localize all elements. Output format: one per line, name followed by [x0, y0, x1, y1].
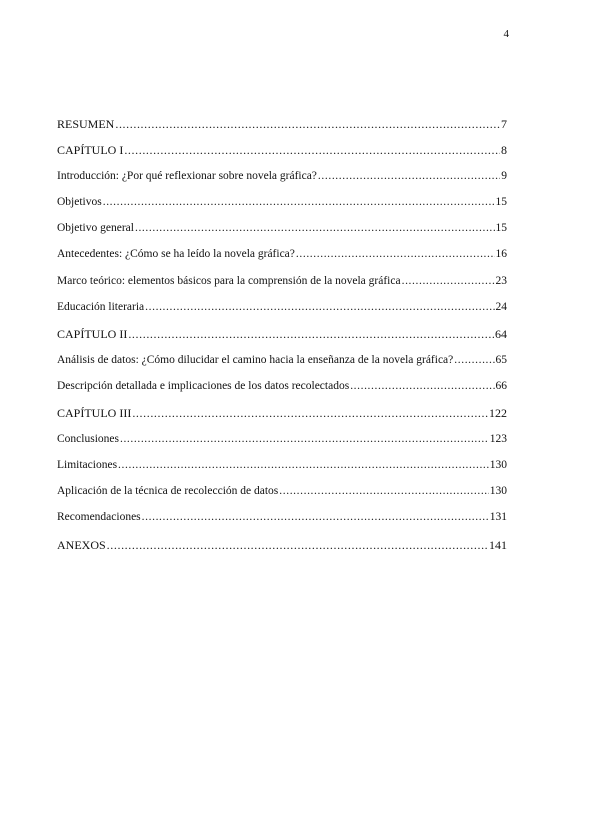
- toc-entry: [57, 380, 507, 406]
- toc-entry-title: Marco teórico: elementos básicos para la comprensión de la novela gráfica: [57, 274, 401, 287]
- toc-entry-title: RESUMEN: [57, 117, 115, 131]
- toc-entry: [57, 459, 507, 485]
- toc-dot-leader: [145, 301, 494, 313]
- toc-entry-page: 23: [495, 274, 507, 287]
- toc-entry-page: 122: [489, 406, 507, 421]
- toc-entry-title: Objetivos: [57, 195, 102, 208]
- toc-dot-leader: [318, 170, 500, 182]
- toc-entry-page: 15: [495, 222, 507, 235]
- toc-entry-title: ANEXOS: [57, 537, 106, 552]
- toc-entry-page: 24: [495, 301, 507, 314]
- toc-entry-title: Limitaciones: [57, 458, 118, 471]
- toc-entry-page: 130: [489, 485, 507, 498]
- toc-entry-title: Objetivo general: [57, 222, 134, 235]
- toc-entry-title: CAPÍTULO III: [57, 406, 132, 421]
- toc-entry-title: Análisis de datos: ¿Cómo dilucidar el camino hacia la enseñanza de la novela gráfica?: [57, 353, 454, 366]
- toc-entry-title: Educación literaria: [57, 301, 145, 314]
- toc-entry-page: 7: [501, 117, 507, 131]
- toc-entry: [57, 248, 507, 274]
- toc-dot-leader: [118, 459, 489, 471]
- toc-entry: [57, 327, 507, 353]
- toc-entry: [57, 196, 507, 222]
- toc-entry: [57, 275, 507, 301]
- toc-entry-page: 141: [489, 537, 507, 552]
- toc-dot-leader: [454, 354, 494, 366]
- page-number: 4: [503, 28, 509, 40]
- toc-entry: [57, 354, 507, 380]
- toc-dot-leader: [142, 511, 489, 523]
- toc-entry-page: 8: [501, 143, 507, 158]
- toc-entry: [57, 511, 507, 537]
- toc-entry-title: CAPÍTULO I: [57, 143, 124, 158]
- toc-dot-leader: [107, 538, 488, 553]
- toc-entry-page: 66: [495, 379, 507, 392]
- toc-entry: [57, 538, 507, 564]
- toc-entry: [57, 117, 507, 143]
- toc-dot-leader: [128, 327, 494, 342]
- toc-entry-page: 65: [495, 353, 507, 366]
- toc-dot-leader: [279, 485, 488, 497]
- toc-entry: [57, 301, 507, 327]
- toc-entry-page: 131: [489, 511, 507, 524]
- toc-entry-page: 9: [501, 169, 507, 182]
- toc-dot-leader: [115, 117, 500, 132]
- toc-entry-title: Descripción detallada e implicaciones de los datos recolectados: [57, 379, 350, 392]
- toc-entry: [57, 170, 507, 196]
- toc-entry: [57, 143, 507, 169]
- toc-dot-leader: [350, 380, 494, 392]
- toc-entry: [57, 433, 507, 459]
- toc-entry-page: 64: [495, 327, 507, 342]
- toc-entry-title: Aplicación de la técnica de recolección de datos: [57, 485, 279, 498]
- toc-entry-page: 15: [495, 195, 507, 208]
- toc-entry-title: Antecedentes: ¿Cómo se ha leído la novela gráfica?: [57, 248, 295, 261]
- toc-entry: [57, 222, 507, 248]
- toc-dot-leader: [124, 143, 500, 158]
- toc-dot-leader: [132, 406, 488, 421]
- toc-dot-leader: [120, 433, 489, 445]
- toc-dot-leader: [402, 275, 495, 287]
- toc-entry-title: Introducción: ¿Por qué reflexionar sobre novela gráfica?: [57, 169, 317, 182]
- toc-entry: [57, 485, 507, 511]
- toc-entry-title: Conclusiones: [57, 432, 119, 445]
- toc-entry: [57, 406, 507, 432]
- toc-entry-title: Recomendaciones: [57, 511, 141, 524]
- toc-entry-page: 130: [489, 458, 507, 471]
- toc-entry-page: 16: [495, 248, 507, 261]
- toc-entry-title: CAPÍTULO II: [57, 327, 128, 342]
- toc-entry-page: 123: [489, 432, 507, 445]
- toc-dot-leader: [296, 248, 495, 260]
- toc-dot-leader: [135, 222, 495, 234]
- toc-dot-leader: [103, 196, 495, 208]
- table-of-contents: [57, 117, 507, 564]
